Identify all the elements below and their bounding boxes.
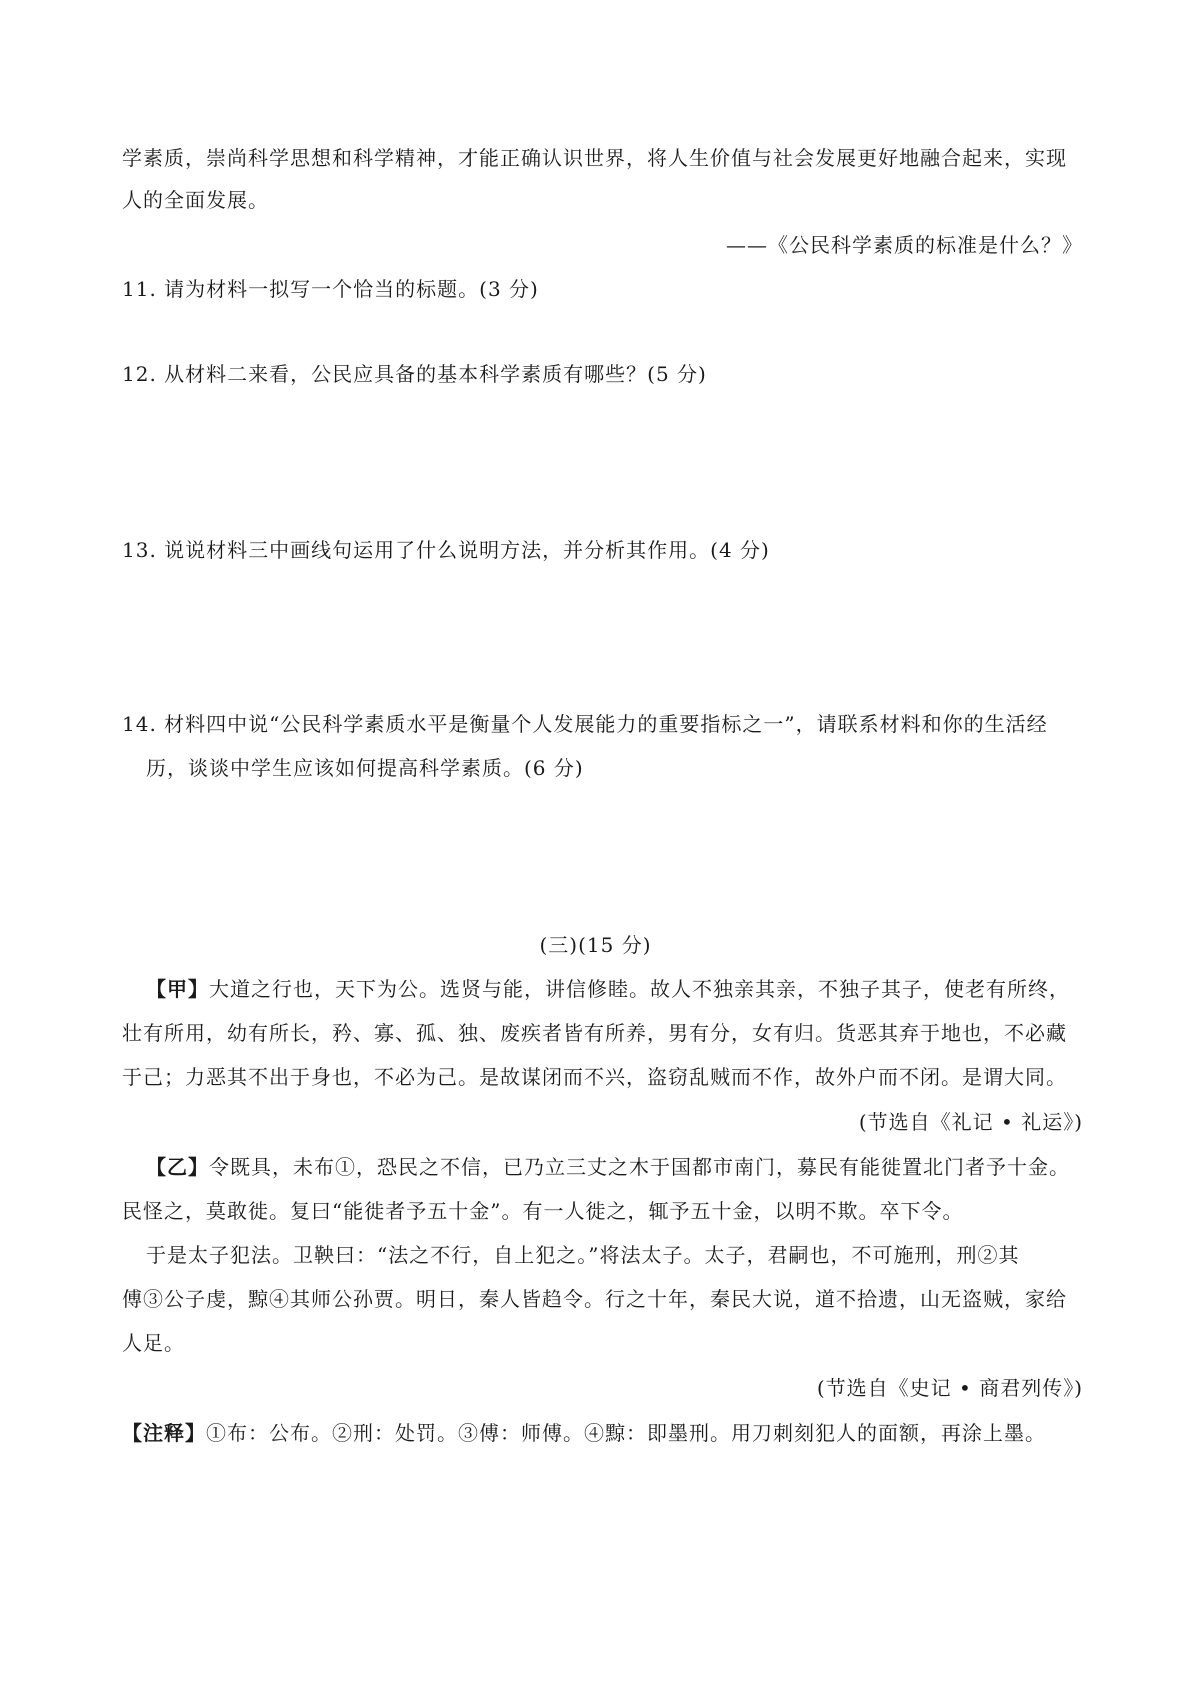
question-11: 11. 请为材料一拟写一个恰当的标题。(3 分) — [122, 277, 539, 301]
passage-jia-line — [146, 979, 1070, 999]
passage-yi-line: 傅③公子虔，黥④其师公孙贾。明日，秦人皆趋令。行之十年，秦民大说，道不拾遗，山无盗贼，家给 — [122, 1287, 1067, 1311]
material-text-line: 人的全面发展。 — [122, 188, 269, 212]
passage-jia-source: (节选自《礼记 • 礼运》) — [858, 1110, 1083, 1134]
section-heading: (三)(15 分) — [539, 933, 652, 957]
passage-yi-text: 令既具，未布①，恐民之不信，已乃立三丈之木于国都市南门，募民有能徙置北门者予十金。 — [209, 1155, 1070, 1179]
annotation-tag: 【注释】 — [122, 1421, 206, 1445]
material-text-line: 学素质，崇尚科学思想和科学精神，才能正确认识世界，将人生价值与社会发展更好地融合起来，实现 — [122, 146, 1067, 170]
question-12: 12. 从材料二来看，公民应具备的基本科学素质有哪些？(5 分) — [122, 362, 707, 386]
passage-jia-line: 壮有所用，幼有所长，矜、寡、孤、独、废疾者皆有所养，男有分，女有归。货恶其弃于地也，不必藏 — [122, 1021, 1067, 1045]
question-13: 13. 说说材料三中画线句运用了什么说明方法，并分析其作用。(4 分) — [122, 538, 770, 562]
annotation-notes — [122, 1423, 1046, 1443]
passage-yi-line — [146, 1157, 1070, 1177]
passage-jia-tag: 【甲】 — [146, 977, 209, 1001]
passage-jia-line: 于己；力恶其不出于身也，不必为己。是故谋闭而不兴，盗窃乱贼而不作，故外户而不闭。是谓大同。 — [122, 1065, 1067, 1089]
passage-yi-tag: 【乙】 — [146, 1155, 209, 1179]
passage-jia-text: 大道之行也，天下为公。选贤与能，讲信修睦。故人不独亲其亲，不独子其子，使老有所终， — [209, 977, 1070, 1001]
passage-yi-line: 于是太子犯法。卫鞅曰：“法之不行，自上犯之。”将法太子。太子，君嗣也，不可施刑，刑②其 — [146, 1243, 1020, 1267]
material-source: ——《公民科学素质的标准是什么？》 — [726, 233, 1083, 257]
passage-yi-source: (节选自《史记 • 商君列传》) — [816, 1376, 1083, 1400]
passage-yi-line: 民怪之，莫敢徙。复曰“能徙者予五十金”。有一人徙之，辄予五十金，以明不欺。卒下令。 — [122, 1199, 964, 1223]
passage-yi-line: 人足。 — [122, 1331, 185, 1355]
question-14: 14. 材料四中说“公民科学素质水平是衡量个人发展能力的重要指标之一”，请联系材料和你的生活经 — [122, 712, 1048, 736]
annotation-text: ①布：公布。②刑：处罚。③傅：师傅。④黥：即墨刑。用刀刺刻犯人的面额，再涂上墨。 — [206, 1421, 1046, 1445]
question-14-continuation: 历，谈谈中学生应该如何提高科学素质。(6 分) — [146, 756, 584, 780]
